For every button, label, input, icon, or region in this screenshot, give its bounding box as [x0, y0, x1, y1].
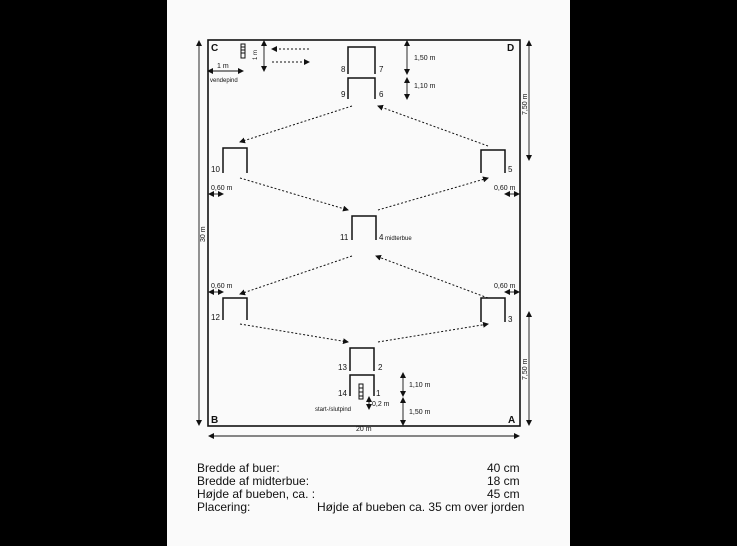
dim-1-10-bottom-label: 1,10 m	[409, 382, 431, 389]
dim-0-60-right-lower-label: 0,60 m	[494, 283, 516, 290]
dim-7-50-top-label: 7,50 m	[522, 93, 529, 115]
dim-1-50-bottom-label: 1,50 m	[409, 409, 431, 416]
startslutpind-label: start-/slutpind	[315, 407, 352, 413]
dim-1-50-top-label: 1,50 m	[414, 55, 436, 62]
corner-b-label: B	[211, 415, 219, 426]
hoop-12	[223, 298, 247, 320]
hoop-1-label: 1	[376, 389, 381, 398]
hoop-13-label: 13	[338, 363, 347, 372]
spec-row-bredde-buer-label: Bredde af buer:	[197, 461, 280, 475]
dim-0-60-left-lower-label: 0,60 m	[211, 283, 233, 290]
hoop-3	[481, 298, 505, 322]
hoop-14-label: 14	[338, 389, 347, 398]
path-arrow-11-to-12	[240, 256, 352, 294]
hoop-11-label: 11	[340, 233, 349, 242]
dim-20m-label: 20 m	[356, 426, 372, 433]
path-arrow-2-to-3	[378, 324, 488, 342]
hoop-7-label: 7	[379, 65, 384, 74]
midterbue-label: midterbue	[385, 236, 412, 242]
hoop-5-label: 5	[508, 165, 513, 174]
path-arrow-9-to-10	[240, 106, 352, 142]
path-arrow-4-to-5	[378, 178, 488, 210]
dim-1m-top-label: 1 m	[253, 49, 259, 60]
path-arrow-5-to-6	[378, 106, 488, 146]
play-path-arrows	[240, 106, 488, 342]
hoop-4-11-midterbue	[352, 216, 376, 240]
hoop-7-8	[348, 47, 375, 74]
hoop-1-14	[350, 375, 374, 396]
hoop-9-label: 9	[341, 90, 346, 99]
hoop-10	[223, 148, 247, 173]
corner-d-label: D	[507, 43, 515, 54]
spec-row-bredde-midterbue-value: 18 cm	[487, 474, 520, 488]
dim-1-10-top-label: 1,10 m	[414, 83, 436, 90]
hoop-12-label: 12	[211, 313, 220, 322]
hoop-4-label: 4	[379, 233, 384, 242]
path-arrow-10-to-11	[240, 178, 348, 210]
spec-row-placering-label: Placering:	[197, 500, 251, 514]
vendepind-label: vendepind	[210, 78, 238, 84]
hoop-8-label: 8	[341, 65, 346, 74]
path-arrow-3-to-4	[376, 256, 488, 298]
dim-0-60-right-upper-label: 0,60 m	[494, 185, 516, 192]
hoop-3-label: 3	[508, 315, 513, 324]
turning-peg	[241, 44, 245, 58]
path-arrow-12-to-13	[240, 324, 348, 342]
hoop-2-13	[350, 348, 374, 371]
corner-a-label: A	[508, 415, 516, 426]
spec-row-placering-value: Højde af bueben ca. 35 cm over jorden	[317, 500, 525, 514]
spec-row-hojde-bueben-value: 45 cm	[487, 487, 520, 501]
hoop-6-label: 6	[379, 90, 384, 99]
dim-1m-width-label: 1 m	[217, 63, 229, 70]
hoop-6-9	[348, 78, 375, 99]
corner-c-label: C	[211, 43, 219, 54]
dim-0-2-label: 0,2 m	[372, 401, 390, 408]
court-boundary	[208, 40, 520, 426]
dim-30m-label: 30 m	[200, 226, 207, 242]
spec-row-bredde-midterbue-label: Bredde af midterbue:	[197, 474, 310, 488]
hoop-2-label: 2	[378, 363, 383, 372]
dim-7-50-bottom-label: 7,50 m	[522, 358, 529, 380]
spec-row-bredde-buer-value: 40 cm	[487, 461, 520, 475]
dim-0-60-left-upper-label: 0,60 m	[211, 185, 233, 192]
hoop-10-label: 10	[211, 165, 220, 174]
hoop-5	[481, 150, 505, 173]
spec-row-hojde-bueben-label: Højde af bueben, ca. :	[197, 487, 316, 501]
